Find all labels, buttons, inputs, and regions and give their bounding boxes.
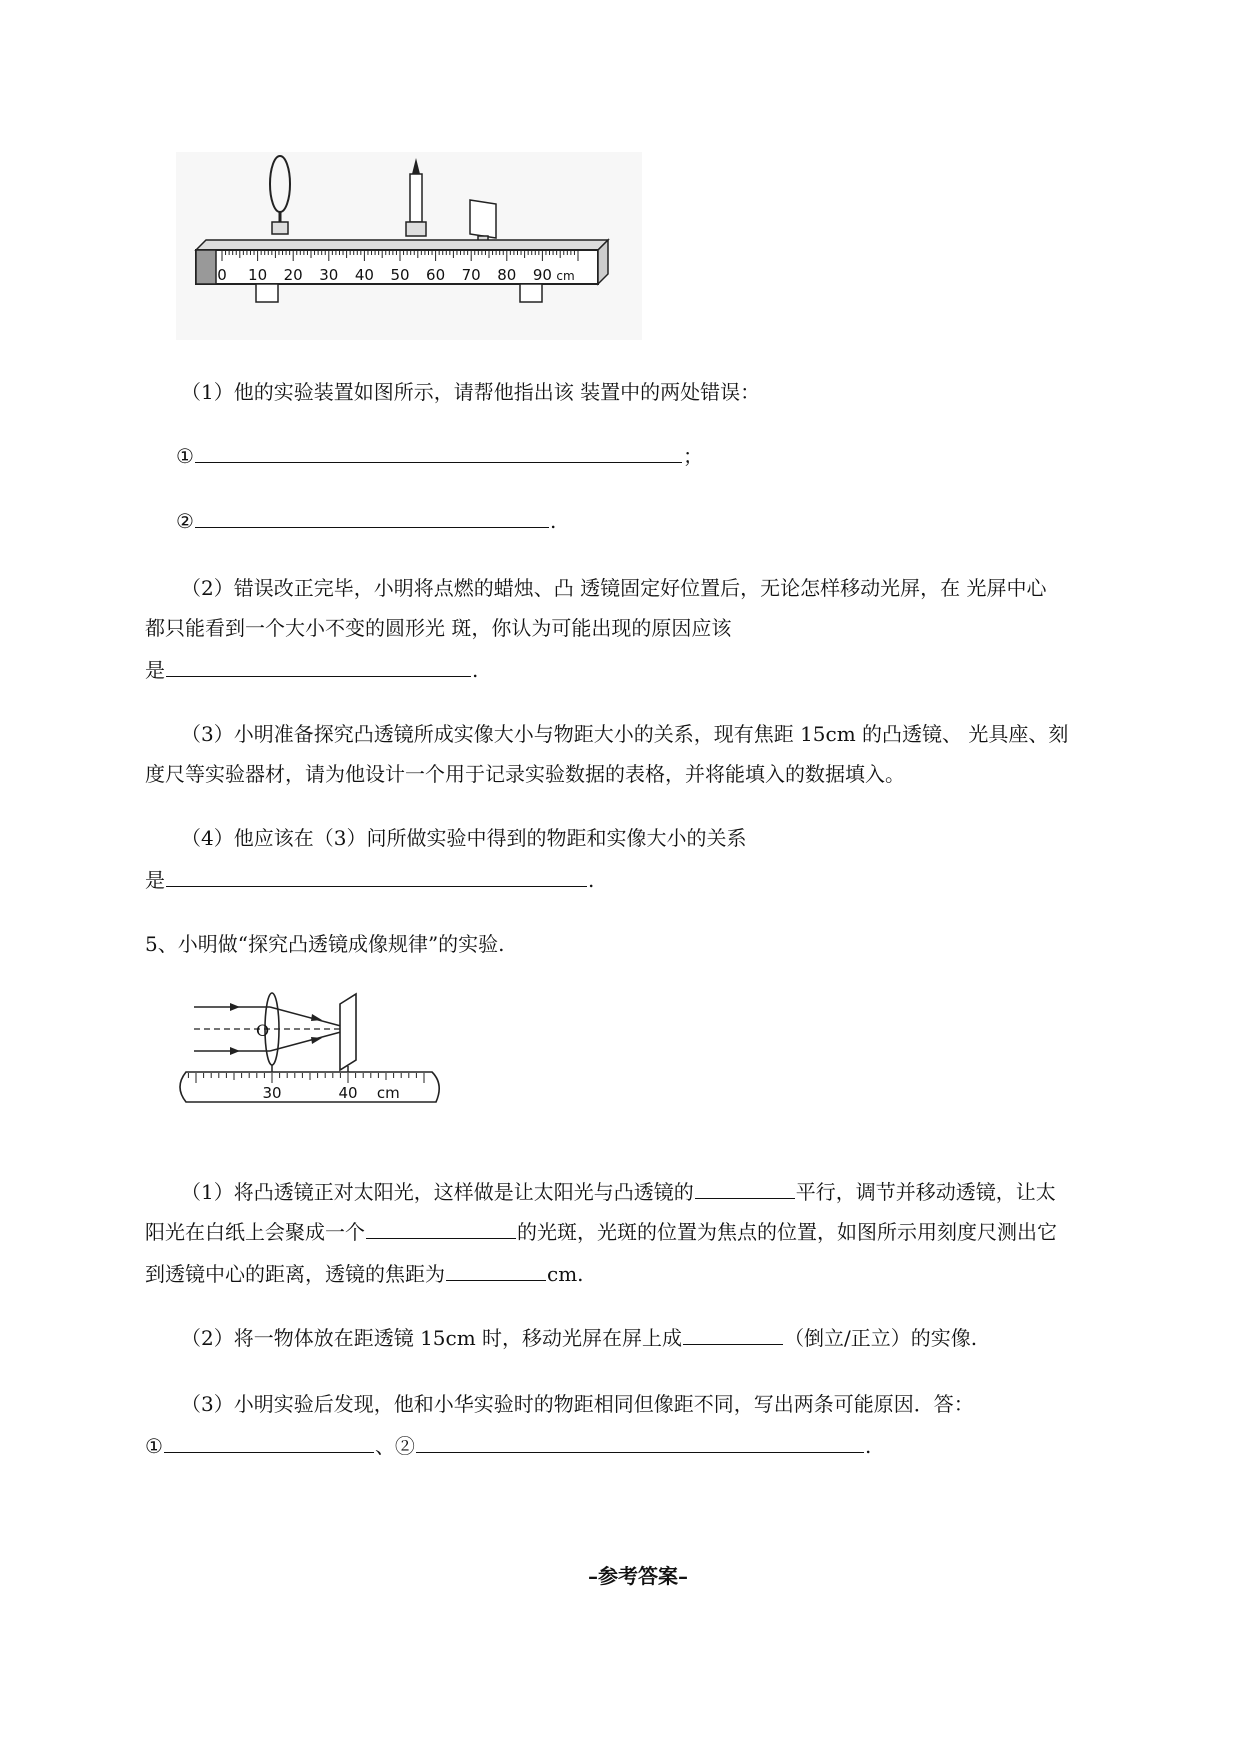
q5-part1-text-a: （1）将凸透镜正对太阳光，这样做是让太阳光与凸透镜的 — [181, 1180, 694, 1204]
q5-title: 5、小明做“探究凸透镜成像规律”的实验. — [145, 932, 505, 956]
q4-part1-answer-a — [176, 440, 703, 469]
q4-part2-line2: 都只能看到一个大小不变的圆形光 斑，你认为可能出现的原因应该 — [145, 616, 732, 640]
bench-scale-label: 90 — [532, 266, 552, 284]
answer-blank-5-1c[interactable] — [446, 1260, 546, 1281]
label-shi: 是 — [145, 658, 165, 682]
bench-scale-label: cm — [556, 269, 575, 283]
answer-blank-1a[interactable] — [195, 442, 682, 463]
q4-part3-line1: （3）小明准备探究凸透镜所成实像大小与物距大小的关系，现有焦距 15cm 的凸透镜、 光具座、刻 — [181, 722, 1069, 746]
q4-part2-line1: （2）错误改正完毕，小明将点燃的蜡烛、凸 透镜固定好位置后，无论怎样移动光屏，在 光屏中心 — [181, 576, 1047, 600]
answer-blank-5-1b[interactable] — [366, 1218, 516, 1239]
bench-scale-label: 60 — [426, 266, 446, 284]
q5-part1-text-d: 的光斑，光斑的位置为焦点的位置，如图所示用刻度尺测出它 — [517, 1220, 1057, 1244]
q5-part1-line1 — [181, 1176, 1056, 1205]
bench-scale-label: 20 — [283, 266, 303, 284]
answer-blank-5-3a[interactable] — [164, 1432, 374, 1453]
ruler-scale-label: 30 — [262, 1084, 282, 1102]
q4-part1-text: （1）他的实验装置如图所示，请帮他指出该 装置中的两处错误： — [181, 380, 761, 404]
circled-number-1: ① — [145, 1434, 163, 1458]
bench-scale-label: 50 — [390, 266, 410, 284]
ruler-scale-label: cm — [376, 1084, 400, 1102]
answer-blank-2[interactable] — [166, 656, 471, 677]
answer-blank-5-2[interactable] — [683, 1324, 783, 1345]
period: . — [549, 509, 557, 533]
answer-blank-5-3b[interactable] — [416, 1432, 864, 1453]
optical-bench-figure — [176, 152, 642, 340]
bench-scale-label: 0 — [217, 266, 227, 284]
bench-scale-label: 40 — [354, 266, 374, 284]
q5-part3-line2 — [145, 1430, 871, 1459]
q4-part1-answer-b — [176, 507, 556, 533]
answer-blank-1b[interactable] — [195, 507, 549, 528]
circled-number-2: ② — [176, 509, 194, 533]
q5-part2-text-b: （倒立/正立）的实像. — [784, 1326, 978, 1350]
bench-scale-label: 30 — [319, 266, 339, 284]
q5-part1-text-c: 阳光在白纸上会聚成一个 — [145, 1220, 365, 1244]
lens-focus-figure — [172, 990, 442, 1120]
bench-scale-label: 10 — [248, 266, 268, 284]
q5-part1-line2 — [145, 1216, 1057, 1245]
q4-part4-line1: （4）他应该在（3）问所做实验中得到的物距和实像大小的关系 — [181, 826, 747, 850]
q5-part2-text-a: （2）将一物体放在距透镜 15cm 时，移动光屏在屏上成 — [181, 1326, 683, 1350]
period: . — [472, 658, 479, 682]
q5-part1-text-b: 平行，调节并移动透镜，让太 — [795, 1180, 1056, 1204]
circled-number-1: ① — [176, 444, 194, 468]
q5-part3-line1: （3）小明实验后发现，他和小华实验时的物距相同但像距不同，写出两条可能原因．答： — [181, 1392, 974, 1416]
period: . — [864, 1434, 872, 1458]
lens-focus-drawing — [172, 990, 442, 1120]
answer-heading: –参考答案– — [588, 1564, 688, 1588]
semicolon: ； — [682, 444, 703, 468]
q4-part3-line2: 度尺等实验器材，请为他设计一个用于记录实验数据的表格，并将能填入的数据填入。 — [145, 762, 905, 786]
q5-part2 — [181, 1322, 977, 1351]
bench-scale-label: 80 — [497, 266, 517, 284]
lens-center-label: O — [256, 1021, 270, 1040]
bench-scale-label: 70 — [461, 266, 481, 284]
q4-part4-line2 — [145, 864, 594, 893]
q5-part1-line3 — [145, 1258, 584, 1287]
ruler-scale-label: 40 — [338, 1084, 358, 1102]
period: . — [588, 868, 595, 892]
label-shi: 是 — [145, 868, 165, 892]
unit-cm: cm. — [547, 1262, 584, 1286]
circled-number-2: 、② — [374, 1434, 415, 1458]
q4-part2-line3 — [145, 654, 478, 683]
optical-bench-drawing — [176, 152, 642, 340]
answer-blank-4[interactable] — [166, 866, 587, 887]
q5-part1-text-e: 到透镜中心的距离，透镜的焦距为 — [145, 1262, 445, 1286]
answer-blank-5-1a[interactable] — [695, 1178, 795, 1199]
